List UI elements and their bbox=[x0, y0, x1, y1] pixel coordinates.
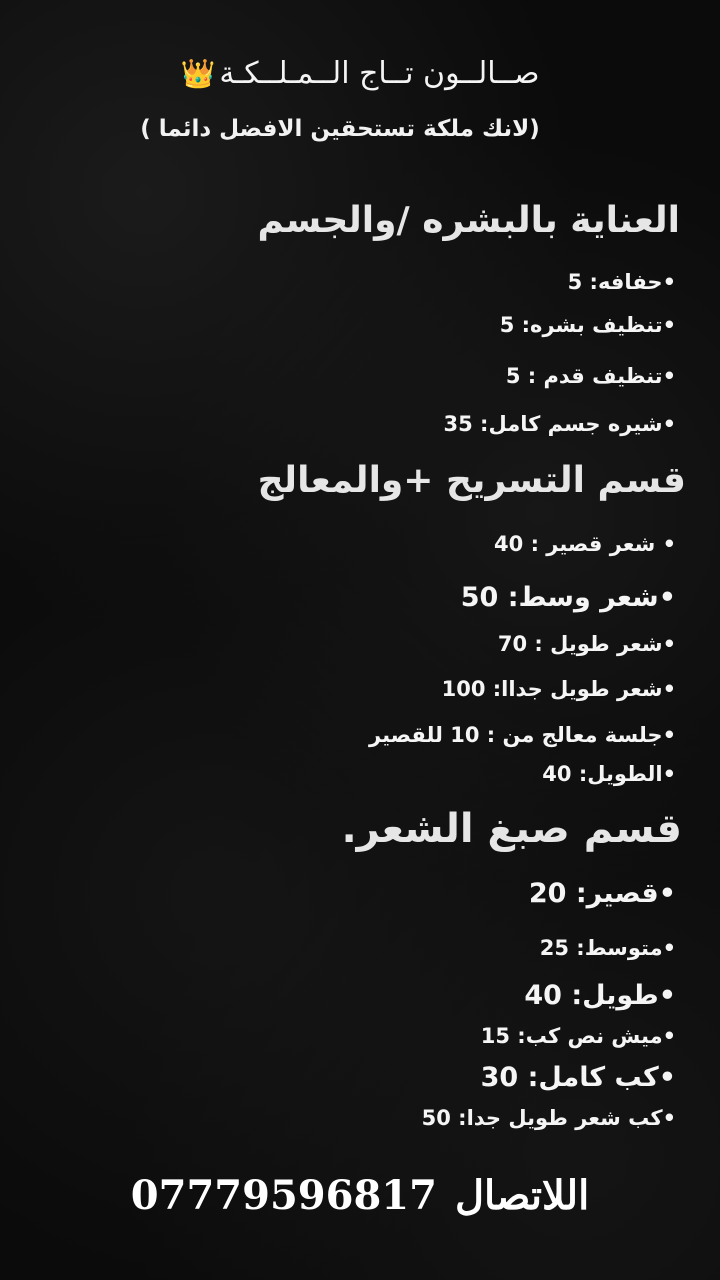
salon-title bbox=[0, 56, 720, 91]
price-item: •شعر طويل : 70 bbox=[497, 632, 676, 656]
price-item: • شعر قصير : 40 bbox=[494, 532, 676, 556]
section-heading-styling: قسم التسريح +والمعالج bbox=[257, 460, 686, 501]
price-item: •قصير: 20 bbox=[528, 878, 676, 909]
price-item: •الطويل: 40 bbox=[542, 762, 676, 786]
price-item: •كب شعر طويل جدا: 50 bbox=[421, 1106, 676, 1130]
section-heading-skin-care: العناية بالبشره /والجسم bbox=[257, 200, 680, 241]
price-item: •شيره جسم كامل: 35 bbox=[443, 412, 676, 436]
contact-label: اللاتصال bbox=[454, 1172, 590, 1219]
salon-name: صــالــون تــاج الــمـلــكـة bbox=[219, 56, 540, 91]
salon-slogan: (لانك ملكة تستحقين الافضل دائما ) bbox=[140, 116, 540, 142]
price-item: •كب كامل: 30 bbox=[480, 1062, 676, 1093]
price-item: •حفافه: 5 bbox=[567, 270, 676, 294]
section-heading-hair-dye: قسم صبغ الشعر. bbox=[341, 806, 682, 852]
price-item: •تنظيف بشره: 5 bbox=[499, 313, 676, 337]
price-item: •طويل: 40 bbox=[524, 980, 676, 1011]
contact-line bbox=[0, 1172, 720, 1219]
phone-number[interactable]: 07779596817 bbox=[130, 1172, 437, 1219]
price-item: •تنظيف قدم : 5 bbox=[505, 364, 676, 388]
price-item: •جلسة معالج من : 10 للقصير bbox=[369, 723, 676, 747]
price-item: •متوسط: 25 bbox=[539, 936, 676, 960]
price-item: •شعر وسط: 50 bbox=[460, 582, 676, 613]
crown-icon: 👑 bbox=[180, 57, 216, 90]
price-item: •ميش نص كب: 15 bbox=[480, 1024, 676, 1048]
price-item: •شعر طويل جداا: 100 bbox=[441, 677, 676, 701]
